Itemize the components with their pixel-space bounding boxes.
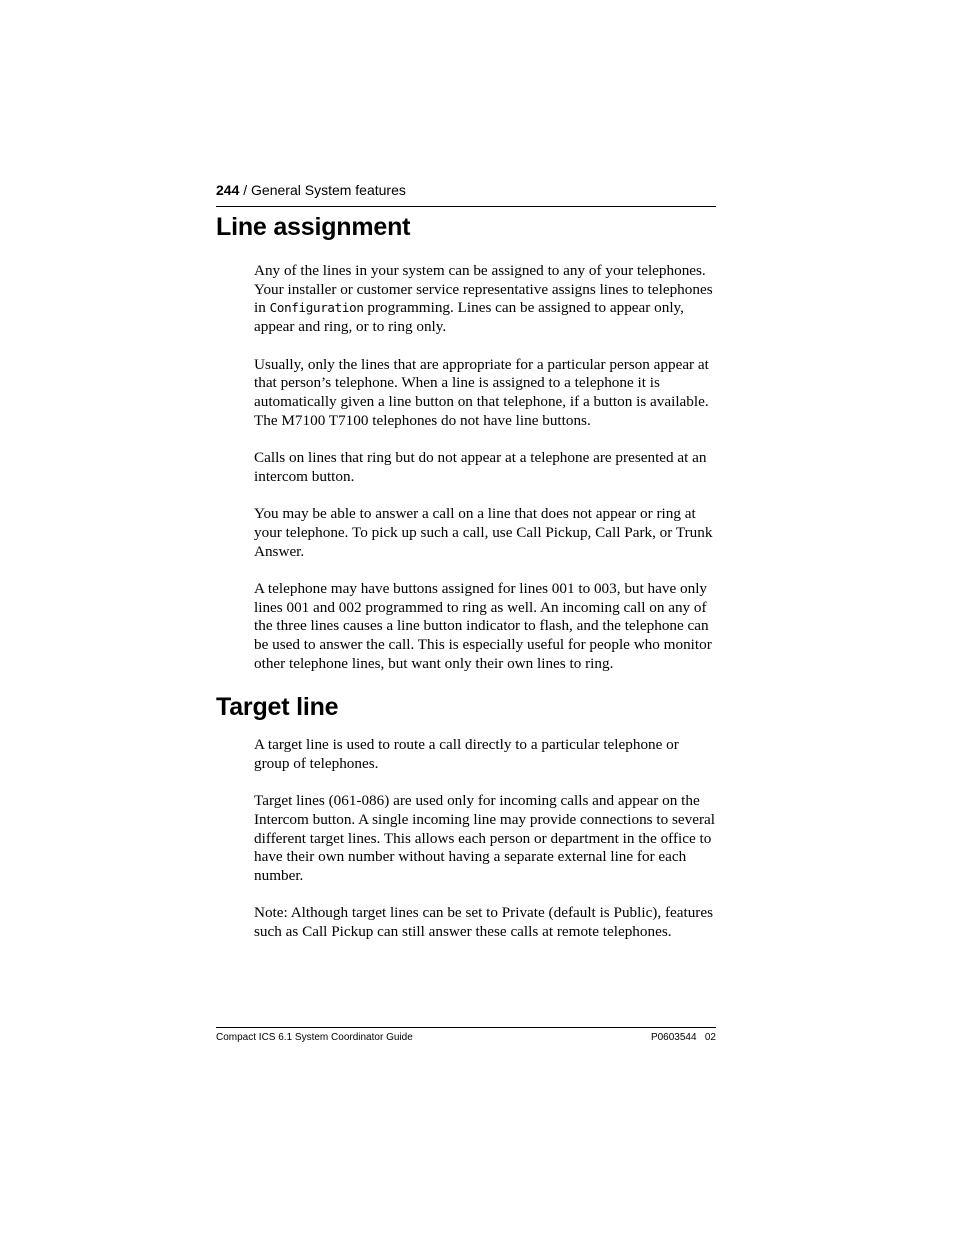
- paragraph: Target lines (061-086) are used only for incoming calls and appear on the Intercom button. A single incoming line may provide connections to several different target lines. This allows each person or department in the office to have their own number without having a separate external line for each number.: [254, 792, 716, 884]
- footer-doc-number: P0603544 02: [650, 1032, 716, 1043]
- paragraph: A target line is used to route a call directly to a particular telephone or group of telephones.: [254, 736, 679, 772]
- paragraph: [254, 262, 716, 337]
- section-title-line-assignment: Line assignment: [216, 213, 411, 241]
- page-footer: [216, 1027, 716, 1047]
- page-header: [216, 180, 716, 207]
- chapter-title: General System features: [251, 182, 406, 198]
- paragraph: You may be able to answer a call on a line that does not appear or ring at your telephone. To pick up such a call, use Call Pickup, Call Park, or Trunk Answer.: [254, 505, 713, 560]
- paragraph: Note: Although target lines can be set to Private (default is Public), features such as Call Pickup can still answer these calls at remote telephones.: [254, 904, 714, 940]
- paragraph: A telephone may have buttons assigned for lines 001 to 003, but have only lines 001 and 002 programmed to ring as well. An incoming call on any of the three lines causes a line button indicator to flash, and the telephone can be used to answer the call. This is especially useful for people who monitor other telephone lines, but want only their own lines to ring.: [254, 579, 712, 672]
- paragraph-text: programming. Lines can be assigned to appear only, appear and ring, or to ring only.: [254, 299, 684, 336]
- paragraph: Calls on lines that ring but do not appear at a telephone are presented at an intercom button.: [254, 449, 707, 485]
- section-body-target-line: [254, 736, 716, 960]
- header-separator: /: [239, 182, 252, 198]
- section-title-target-line: Target line: [216, 693, 339, 721]
- section-body-line-assignment: [254, 262, 716, 692]
- code-term: Configuration: [269, 300, 364, 316]
- page-number: 244: [216, 182, 240, 198]
- footer-guide-title: Compact ICS 6.1 System Coordinator Guide: [216, 1032, 413, 1043]
- paragraph-text: Any of the lines in your system can be assigned to any of your telephones. Your installer or customer service representative assigns lines to telephones in: [254, 262, 713, 317]
- paragraph: Usually, only the lines that are appropriate for a particular person appear at that person’s telephone. When a line is assigned to a telephone it is automatically given a line button on that telephone, if a button is available. The M7100 T7100 telephones do not have line buttons.: [254, 355, 709, 429]
